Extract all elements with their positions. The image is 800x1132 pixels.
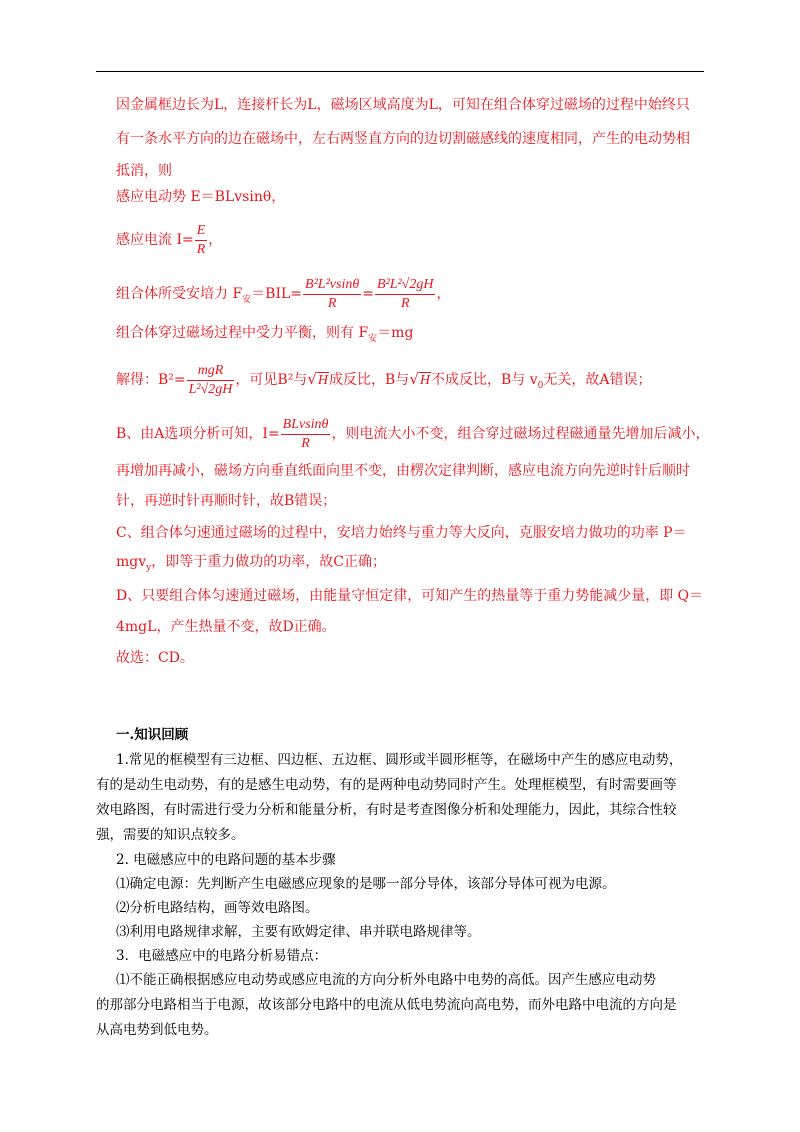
solve-text-2: 成反比，B与 [329, 372, 410, 388]
sqrt-h-1-radicand: H [317, 373, 329, 388]
b-prefix: B、由A选项分析可知，I= [116, 426, 280, 442]
current-denominator: R [196, 241, 206, 257]
answer-line: 故选：CD。 [116, 650, 194, 666]
b-denominator: R [301, 435, 310, 451]
solution-intro-line-1: 因金属框边长为L，连接杆长为L，磁场区域高度为L，可知在组合体穿过磁场的过程中始终只 [116, 97, 690, 113]
c-line2-post: ，即等于重力做功的功率，故C正确； [151, 554, 386, 570]
b-fraction [281, 416, 331, 452]
solve-numerator: mgR [187, 362, 235, 381]
solve-text-1: ，可见B²与 [235, 372, 308, 388]
force-fraction-1-denominator: R [327, 295, 337, 311]
review-step-3: ⑶利用电路规律求解，主要有欧姆定律、串并联电路规律等。 [116, 924, 481, 940]
current-suffix: ， [208, 232, 223, 248]
header-rule [96, 71, 704, 72]
force-equals: = [362, 286, 374, 302]
solve-line [116, 362, 652, 398]
solve-denominator: L²√2gH [188, 381, 233, 397]
c-line2-subscript: y [146, 562, 152, 573]
force-prefix: 组合体所受安培力 F [116, 286, 243, 302]
balance-subscript: 安 [368, 333, 378, 344]
review-error-line-3: 从高电势到低电势。 [96, 1022, 218, 1038]
current-fraction [195, 222, 208, 258]
review-step-1: ⑴确定电源：先判断产生电磁感应现象的是哪一部分导体，该部分导体可视为电源。 [116, 876, 616, 892]
b-numerator: BLvsinθ [281, 416, 331, 435]
review-p3-heading: 3．电磁感应中的电路分析易错点： [116, 948, 328, 964]
review-step-2: ⑵分析电路结构，画等效电路图。 [116, 900, 319, 916]
ampere-force-formula [116, 276, 450, 312]
force-mid: ＝BIL= [251, 286, 303, 302]
sqrt-h-2-radicand: H [419, 373, 430, 388]
sqrt-h-2: √H [409, 370, 430, 388]
option-d-line-1: D、只要组合体匀速通过磁场，由能量守恒定律，可知产生的热量等于重力势能减少量，即 Q＝ [116, 588, 704, 604]
review-p1-line-3: 效电路图，有时需进行受力分析和能量分析，有时是考查图像分析和处理能力，因此，其综合性较 [96, 802, 677, 818]
option-d-line-2: 4mgL，产生热量不变，故D正确。 [116, 619, 336, 635]
solve-text-4: 无关，故A错误； [543, 372, 652, 388]
option-b-line-2: 再增加再减小，磁场方向垂直纸面向里不变，由楞次定律判断，感应电流方向先逆时针后顺时 [116, 463, 690, 479]
force-fraction-2-denominator: R [400, 295, 410, 311]
review-p1-line-1: 1.常见的框模型有三边框、四边框、五边框、圆形或半圆形框等，在磁场中产生的感应电动势， [116, 752, 683, 768]
solution-intro-line-2: 有一条水平方向的边在磁场中，左右两竖直方向的边切割磁感线的速度相同，产生的电动势相 [116, 131, 690, 147]
force-suffix: ， [436, 286, 451, 302]
solve-prefix: 解得：B²= [116, 372, 186, 388]
solution-intro-line-3: 抵消，则 [116, 163, 172, 179]
solve-text-3: 不成反比，B与 v [431, 372, 538, 388]
emf-formula: 感应电动势 E＝BLvsinθ， [116, 189, 286, 205]
current-prefix: 感应电流 I= [116, 232, 194, 248]
sqrt-h-1: √H [307, 370, 329, 388]
force-fraction-2-numerator: B²L²√2gH [375, 276, 436, 295]
review-heading: 一.知识回顾 [116, 727, 189, 743]
review-error-line-2: 的那部分电路相当于电源，故该部分电路中的电流从低电势流向高电势，而外电路中电流的方向是 [96, 997, 677, 1013]
force-fraction-1 [303, 276, 361, 312]
force-balance-line [116, 325, 414, 344]
review-p2-heading: 2. 电磁感应中的电路问题的基本步骤 [116, 852, 336, 868]
option-b-line-3: 针，再逆时针再顺时针，故B错误； [116, 493, 337, 509]
c-line2-pre: mgv [116, 554, 147, 570]
force-subscript: 安 [242, 294, 252, 305]
balance-prefix: 组合体穿过磁场过程中受力平衡，则有 F [116, 325, 369, 341]
option-b-line-1 [116, 416, 709, 452]
b-suffix: ，则电流大小不变，组合穿过磁场过程磁通量先增加后减小， [331, 426, 710, 442]
balance-suffix: ＝mg [377, 325, 414, 341]
review-p1-line-2: 有的是动生电动势，有的是感生电动势，有的是两种电动势同时产生。处理框模型，有时需要画等 [96, 777, 677, 793]
current-formula [116, 222, 222, 258]
v0-subscript: 0 [537, 380, 544, 391]
option-c-line-2 [116, 554, 386, 573]
review-error-line-1: ⑴不能正确根据感应电动势或感应电流的方向分析外电路中电势的高低。因产生感应电动势 [116, 972, 656, 988]
current-numerator: E [195, 222, 208, 241]
force-fraction-2 [375, 276, 436, 312]
solve-fraction [187, 362, 235, 398]
force-fraction-1-numerator: B²L²vsinθ [303, 276, 361, 295]
review-p1-line-4: 强，需要的知识点较多。 [96, 827, 245, 843]
option-c-line-1: C、组合体匀速通过磁场的过程中，安培力始终与重力等大反向，克服安培力做功的功率 P＝ [116, 525, 687, 541]
